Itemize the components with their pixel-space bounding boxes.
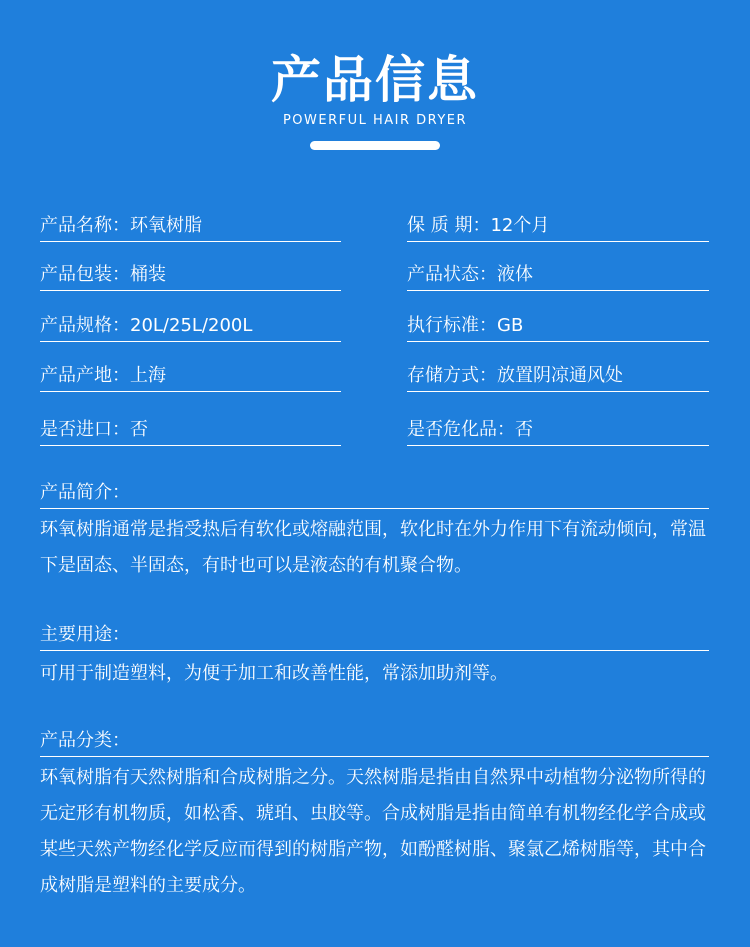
field-imported: 是否进口：否: [40, 415, 341, 446]
field-standard: 执行标准：GB: [407, 311, 709, 342]
field-spec: 产品规格：20L/25L/200L: [40, 311, 341, 342]
section-category-body: 环氧树脂有天然树脂和合成树脂之分。天然树脂是指由自然界中动植物分泌物所得的无定形有机物质，如松香、琥珀、虫胶等。合成树脂是指由简单有机物经化学合成或某些天然产物经化学反应而得到的树脂产物，如酚醛树脂、聚氯乙烯树脂等，其中合成树脂是塑料的主要成分。: [40, 767, 706, 896]
section-usage-heading: 主要用途：: [40, 620, 709, 651]
section-usage-body: 可用于制造塑料，为便于加工和改善性能，常添加助剂等。: [40, 663, 508, 684]
section-category-heading: 产品分类：: [40, 726, 709, 757]
field-shelf-life: 保 质 期：12个月: [407, 211, 709, 242]
field-storage: 存储方式：放置阴凉通风处: [407, 361, 709, 392]
section-intro-heading: 产品简介：: [40, 478, 709, 509]
field-state: 产品状态：液体: [407, 260, 709, 291]
section-intro-body: 环氧树脂通常是指受热后有软化或熔融范围，软化时在外力作用下有流动倾向，常温下是固态、半固态，有时也可以是液态的有机聚合物。: [40, 519, 706, 576]
page-subtitle: POWERFUL HAIR DRYER: [282, 113, 468, 128]
title-underline-bar: [310, 141, 440, 150]
page-title: 产品信息: [271, 51, 479, 109]
field-packaging: 产品包装：桶装: [40, 260, 341, 291]
field-product-name: 产品名称：环氧树脂: [40, 211, 341, 242]
field-hazardous: 是否危化品：否: [407, 415, 709, 446]
field-origin: 产品产地：上海: [40, 361, 341, 392]
